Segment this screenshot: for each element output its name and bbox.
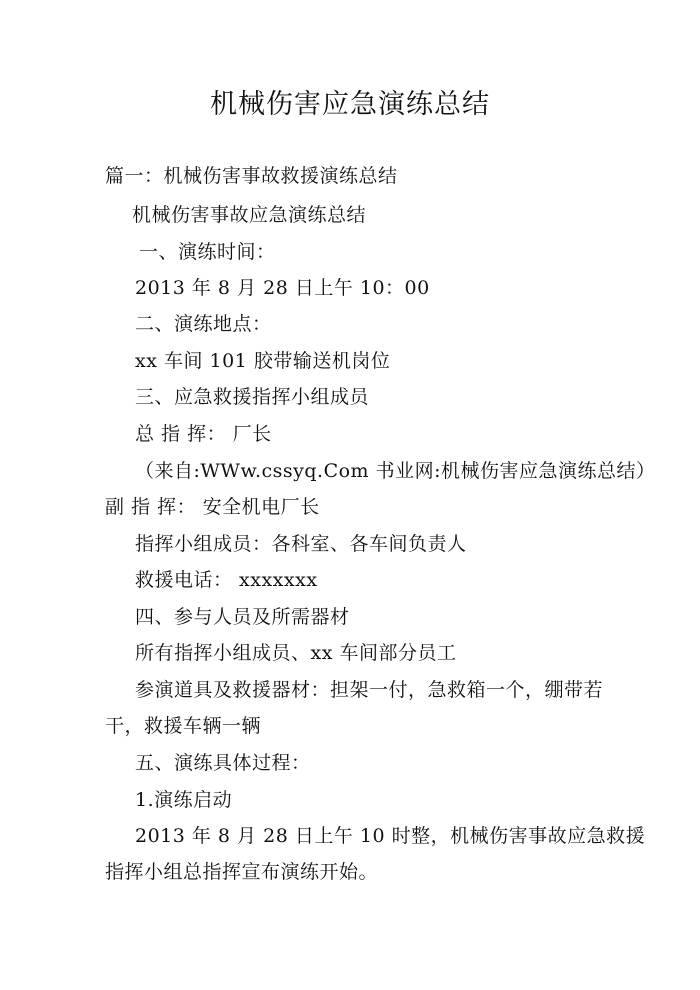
deputy-commander-line: 副 指 挥： 安全机电厂长 <box>105 496 320 518</box>
subtitle: 机械伤害事故应急演练总结 <box>132 204 367 226</box>
section-heading: 篇一：机械伤害事故救援演练总结 <box>105 165 398 187</box>
rescue-phone-line: 救援电话： xxxxxxx <box>135 569 318 591</box>
heading-command-group: 三、应急救援指挥小组成员 <box>135 386 370 408</box>
group-members-line: 指挥小组成员：各科室、各车间负责人 <box>135 533 467 555</box>
equipment-line-2: 干，救援车辆一辆 <box>105 715 262 737</box>
process-step-1: 1.演练启动 <box>135 789 233 811</box>
process-paragraph-line-2: 指挥小组总指挥宣布演练开始。 <box>105 861 379 883</box>
heading-drill-location: 二、演练地点： <box>135 313 272 335</box>
drill-time-value: 2013 年 8 月 28 日上午 10：00 <box>135 277 430 299</box>
heading-participants: 四、参与人员及所需器材 <box>135 606 350 628</box>
document-title: 机械伤害应急演练总结 <box>210 89 490 120</box>
process-paragraph-line-1: 2013 年 8 月 28 日上午 10 时整，机械伤害事故应急救援 <box>135 825 646 847</box>
source-note: （来自:WWw.cssyq.Com 书业网:机械伤害应急演练总结） <box>135 460 656 482</box>
heading-drill-time: 一、演练时间： <box>139 241 276 263</box>
heading-process: 五、演练具体过程： <box>135 752 311 774</box>
drill-location-value: xx 车间 101 胶带输送机岗位 <box>135 350 391 372</box>
equipment-line-1: 参演道具及救援器材：担架一付，急救箱一个，绷带若 <box>135 679 604 701</box>
commander-line: 总 指 挥： 厂长 <box>135 423 272 445</box>
participants-line: 所有指挥小组成员、xx 车间部分员工 <box>135 642 457 664</box>
